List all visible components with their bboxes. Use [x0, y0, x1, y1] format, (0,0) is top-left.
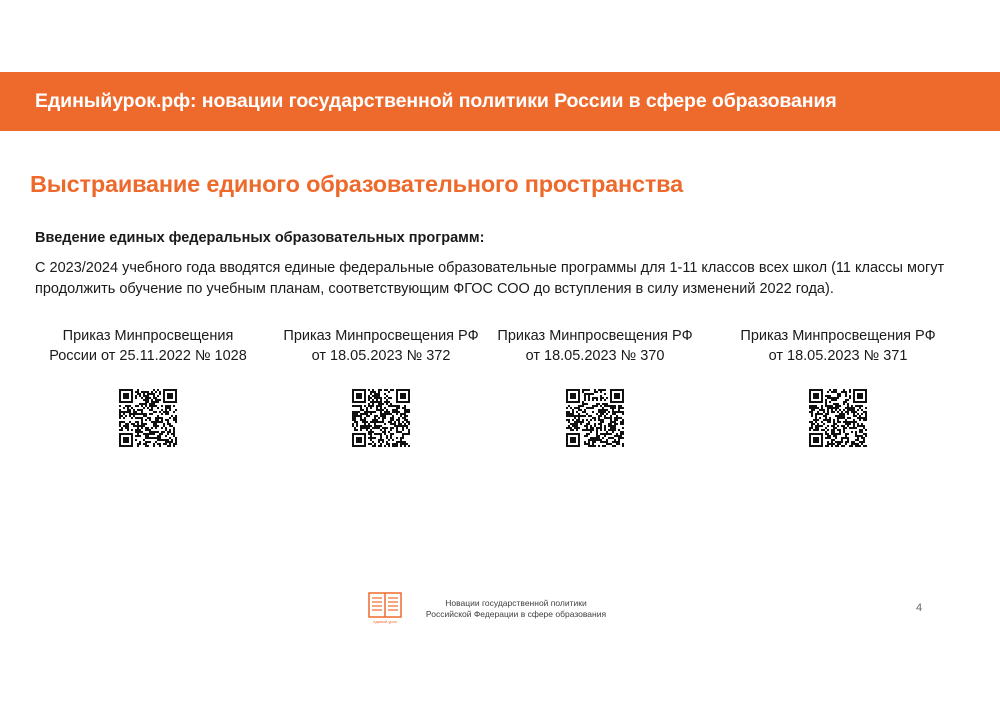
page-number: 4	[916, 602, 923, 614]
section-title: Выстраивание единого образовательного пространства	[30, 171, 683, 197]
qr-code-icon[interactable]	[566, 389, 624, 447]
document-caption: Приказ Минпросвещения РФ от 18.05.2023 № 371	[740, 328, 936, 364]
document-item-372	[261, 326, 501, 447]
footer-text: Новации государственной политики Российской Федерации в сфере образования	[425, 598, 607, 619]
document-caption: Приказ Минпросвещения РФ от 18.05.2023 № 370	[497, 328, 693, 364]
open-book-logo-icon	[368, 592, 402, 624]
qr-code-icon[interactable]	[809, 389, 867, 447]
document-item-371	[718, 326, 958, 447]
document-caption: Приказ Минпросвещения России от 25.11.2022 № 1028	[49, 328, 247, 364]
qr-code-icon[interactable]	[119, 389, 177, 447]
intro-paragraph: С 2023/2024 учебного года вводятся единые федеральные образовательные программы для 1-11 классов всех школ (11 классы могут продолжить обучение по учебным планам, соответствующим ФГОС СОО до вступления в силу изменений 2022 года).	[35, 260, 945, 297]
document-item-370	[475, 326, 715, 447]
document-item-1028	[28, 326, 268, 447]
header-title: Единыйурок.рф: новации государственной политики России в сфере образования	[35, 90, 837, 112]
logo-caption: единый урок	[373, 619, 397, 624]
document-caption: Приказ Минпросвещения РФ от 18.05.2023 № 372	[283, 328, 479, 364]
qr-code-icon[interactable]	[352, 389, 410, 447]
intro-heading: Введение единых федеральных образовательных программ:	[35, 230, 485, 246]
